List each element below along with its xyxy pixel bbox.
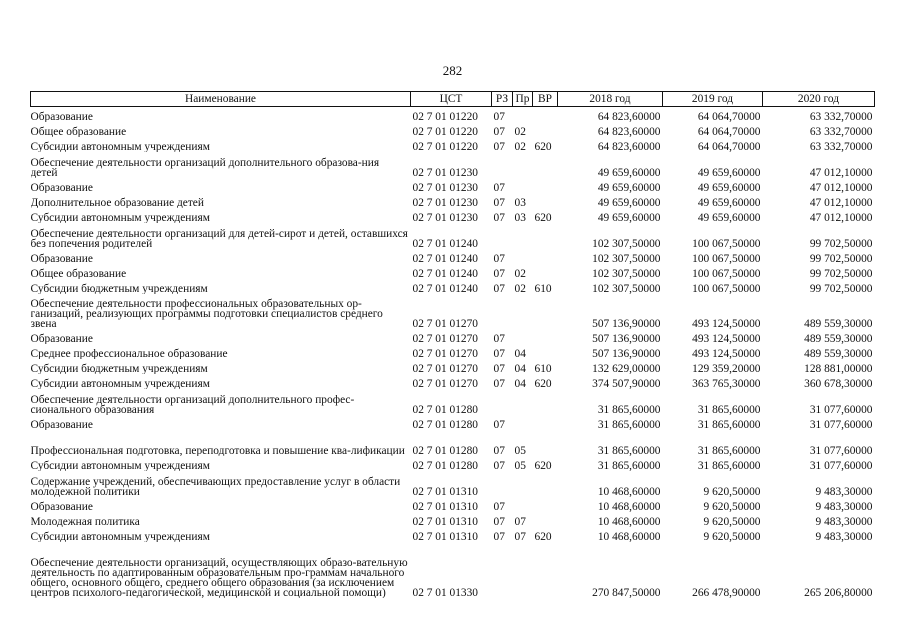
- cell-name: Образование: [30, 182, 93, 193]
- cell-cst: 02 7 01 01280: [412, 460, 478, 471]
- cell-vr: 620: [534, 378, 552, 389]
- table-row: [31, 122, 875, 137]
- cell-name: Обеспечение деятельности организаций дополнительного образова-ния детей: [30, 157, 380, 178]
- table-row: [31, 359, 875, 374]
- cell-cst: 02 7 01 01310: [412, 516, 478, 527]
- cell-2018: 31 865,60000: [597, 445, 661, 456]
- cell-rz: [492, 389, 513, 415]
- header-name: Наименование: [31, 92, 411, 107]
- cell-name: Субсидии бюджетным учреждениям: [30, 283, 208, 294]
- cell-2020: 31 077,60000: [809, 460, 873, 471]
- cell-vr: 620: [534, 212, 552, 223]
- cell-name: Образование: [30, 419, 93, 430]
- cell-pr: [513, 294, 533, 329]
- cell-2018: 31 865,60000: [597, 404, 661, 415]
- cell-vr: [533, 264, 558, 279]
- cell-pr: 02: [514, 126, 526, 137]
- cell-pr: 04: [514, 348, 526, 359]
- cell-name: Дополнительное образование детей: [30, 197, 204, 208]
- cell-rz: 07: [493, 126, 505, 137]
- cell-2019: 64 064,70000: [697, 141, 761, 152]
- cell-2019: 100 067,50000: [692, 238, 761, 249]
- cell-vr: [533, 223, 558, 249]
- cell-cst: 02 7 01 01240: [412, 253, 478, 264]
- cell-2020: 47 012,10000: [809, 182, 873, 193]
- cell-cst: 02 7 01 01240: [412, 268, 478, 279]
- cell-2018: 507 136,90000: [592, 348, 661, 359]
- cell-2019: 49 659,60000: [697, 197, 761, 208]
- cell-pr: [513, 152, 533, 178]
- cell-name: Молодежная политика: [30, 516, 140, 527]
- cell-2020: 31 077,60000: [809, 445, 873, 456]
- table-row: [31, 178, 875, 193]
- cell-2018: 49 659,60000: [597, 182, 661, 193]
- cell-2019: 129 359,20000: [692, 363, 761, 374]
- header-2020: 2020 год: [763, 92, 875, 107]
- cell-vr: 620: [534, 460, 552, 471]
- table-row: [31, 415, 875, 430]
- cell-2019: 9 620,50000: [703, 501, 761, 512]
- cell-rz: 07: [493, 212, 505, 223]
- cell-pr: 03: [514, 212, 526, 223]
- table-row: [31, 389, 875, 415]
- table-row: [31, 374, 875, 389]
- cell-vr: [533, 193, 558, 208]
- cell-pr: 07: [514, 531, 526, 542]
- table-header-row: [31, 92, 875, 107]
- cell-vr: [533, 415, 558, 430]
- cell-vr: 610: [534, 283, 552, 294]
- cell-vr: [533, 512, 558, 527]
- table-row: [31, 294, 875, 329]
- cell-vr: [533, 344, 558, 359]
- cell-name: Субсидии автономным учреждениям: [30, 531, 210, 542]
- cell-2018: 507 136,90000: [592, 318, 661, 329]
- table-row: [31, 279, 875, 294]
- cell-name: Содержание учреждений, обеспечивающих предоставление услуг в области молодежной политики: [30, 476, 401, 497]
- cell-cst: 02 7 01 01240: [412, 283, 478, 294]
- cell-pr: 02: [514, 283, 526, 294]
- cell-2018: 10 468,60000: [597, 531, 661, 542]
- table-row: [31, 497, 875, 512]
- header-2018: 2018 год: [558, 92, 663, 107]
- cell-rz: 07: [493, 268, 505, 279]
- cell-pr: 04: [514, 363, 526, 374]
- table-row: [31, 264, 875, 279]
- cell-2018: 102 307,50000: [592, 283, 661, 294]
- cell-cst: 02 7 01 01280: [412, 419, 478, 430]
- cell-rz: 07: [493, 460, 505, 471]
- cell-pr: 05: [514, 460, 526, 471]
- cell-2019: 9 620,50000: [703, 516, 761, 527]
- table-row: [31, 137, 875, 152]
- cell-rz: 07: [493, 197, 505, 208]
- cell-vr: [533, 107, 558, 123]
- cell-name: Обеспечение деятельности организаций, осуществляющих образо-вательную деятельность по адаптированным образовательным про-граммам начального общего, основного общего, среднего общего образования (за исключением центров психолого-педагогической, медицинской и социальной помощи): [30, 557, 408, 598]
- cell-pr: 07: [514, 516, 526, 527]
- cell-rz: [492, 542, 513, 598]
- table-row: [31, 456, 875, 471]
- cell-name: Общее образование: [30, 268, 127, 279]
- cell-2018: 102 307,50000: [592, 238, 661, 249]
- cell-vr: [533, 329, 558, 344]
- table-row: [31, 193, 875, 208]
- cell-2020: 47 012,10000: [809, 212, 873, 223]
- cell-cst: 02 7 01 01270: [412, 363, 478, 374]
- table-row: [31, 512, 875, 527]
- cell-pr: 02: [514, 141, 526, 152]
- cell-name: Субсидии автономным учреждениям: [30, 141, 210, 152]
- cell-2018: 49 659,60000: [597, 212, 661, 223]
- cell-2018: 31 865,60000: [597, 419, 661, 430]
- cell-pr: [513, 542, 533, 598]
- cell-2020: 99 702,50000: [809, 253, 873, 264]
- cell-cst: 02 7 01 01330: [412, 587, 478, 598]
- cell-2018: 10 468,60000: [597, 516, 661, 527]
- cell-2020: 47 012,10000: [809, 167, 873, 178]
- cell-cst: 02 7 01 01220: [412, 141, 478, 152]
- cell-pr: [513, 223, 533, 249]
- cell-cst: 02 7 01 01220: [412, 126, 478, 137]
- cell-rz: 07: [493, 111, 505, 122]
- cell-2020: 31 077,60000: [809, 404, 873, 415]
- cell-cst: 02 7 01 01230: [412, 182, 478, 193]
- cell-rz: [492, 471, 513, 497]
- cell-2019: 49 659,60000: [697, 182, 761, 193]
- cell-name: Образование: [30, 501, 93, 512]
- cell-rz: [492, 223, 513, 249]
- cell-rz: [492, 294, 513, 329]
- cell-2018: 49 659,60000: [597, 167, 661, 178]
- cell-rz: 07: [493, 378, 505, 389]
- cell-pr: 02: [514, 268, 526, 279]
- table-row: [31, 107, 875, 123]
- cell-rz: 07: [493, 283, 505, 294]
- cell-2020: 489 559,30000: [804, 318, 873, 329]
- cell-vr: [533, 430, 558, 456]
- cell-vr: [533, 249, 558, 264]
- cell-pr: [513, 389, 533, 415]
- cell-cst: 02 7 01 01240: [412, 238, 478, 249]
- cell-vr: [533, 471, 558, 497]
- cell-pr: [513, 178, 533, 193]
- cell-2019: 49 659,60000: [697, 167, 761, 178]
- cell-vr: [533, 497, 558, 512]
- cell-pr: [513, 471, 533, 497]
- page-number: 282: [442, 63, 463, 78]
- cell-2019: 100 067,50000: [692, 283, 761, 294]
- cell-2020: 489 559,30000: [804, 333, 873, 344]
- cell-rz: 07: [493, 182, 505, 193]
- cell-name: Обеспечение деятельности организаций для детей-сирот и детей, оставшихся без попечения родителей: [30, 228, 408, 249]
- cell-cst: 02 7 01 01310: [412, 531, 478, 542]
- cell-2020: 47 012,10000: [809, 197, 873, 208]
- header-pr: Пр: [513, 92, 533, 107]
- cell-name: Обеспечение деятельности организаций дополнительного профес-сионального образования: [30, 394, 355, 415]
- cell-name: Субсидии автономным учреждениям: [30, 460, 210, 471]
- cell-2020: 9 483,30000: [815, 531, 873, 542]
- cell-2020: 360 678,30000: [804, 378, 873, 389]
- cell-2020: 99 702,50000: [809, 268, 873, 279]
- cell-vr: 610: [534, 363, 552, 374]
- table-row: [31, 208, 875, 223]
- cell-cst: 02 7 01 01310: [412, 486, 478, 497]
- cell-pr: [513, 329, 533, 344]
- header-rz: РЗ: [492, 92, 513, 107]
- cell-rz: 07: [493, 141, 505, 152]
- cell-2018: 10 468,60000: [597, 486, 661, 497]
- cell-cst: 02 7 01 01230: [412, 212, 478, 223]
- cell-pr: 05: [514, 445, 526, 456]
- cell-2020: 63 332,70000: [809, 126, 873, 137]
- cell-2020: 9 483,30000: [815, 486, 873, 497]
- cell-2019: 31 865,60000: [697, 419, 761, 430]
- cell-2018: 132 629,00000: [592, 363, 661, 374]
- cell-pr: [513, 107, 533, 123]
- cell-2018: 374 507,90000: [592, 378, 661, 389]
- cell-2019: 9 620,50000: [703, 531, 761, 542]
- cell-rz: 07: [493, 516, 505, 527]
- cell-cst: 02 7 01 01280: [412, 445, 478, 456]
- cell-pr: 04: [514, 378, 526, 389]
- cell-rz: 07: [493, 445, 505, 456]
- cell-pr: [513, 497, 533, 512]
- table-row: [31, 329, 875, 344]
- cell-rz: 07: [493, 348, 505, 359]
- table-row: [31, 249, 875, 264]
- cell-vr: [533, 542, 558, 598]
- cell-name: Образование: [30, 111, 93, 122]
- cell-vr: 620: [534, 141, 552, 152]
- cell-2020: 265 206,80000: [804, 587, 873, 598]
- header-cst: ЦСТ: [411, 92, 492, 107]
- table-row: [31, 430, 875, 456]
- cell-2019: 31 865,60000: [697, 404, 761, 415]
- cell-name: Субсидии автономным учреждениям: [30, 212, 210, 223]
- cell-2018: 270 847,50000: [592, 587, 661, 598]
- header-vr: ВР: [533, 92, 558, 107]
- cell-2018: 64 823,60000: [597, 141, 661, 152]
- cell-pr: [513, 249, 533, 264]
- cell-rz: 07: [493, 363, 505, 374]
- cell-cst: 02 7 01 01270: [412, 348, 478, 359]
- cell-vr: [533, 152, 558, 178]
- table-row: [31, 344, 875, 359]
- cell-2019: 363 765,30000: [692, 378, 761, 389]
- cell-name: Профессиональная подготовка, переподготовка и повышение ква-лификации: [30, 445, 405, 456]
- cell-2019: 9 620,50000: [703, 486, 761, 497]
- cell-2019: 100 067,50000: [692, 253, 761, 264]
- cell-2018: 102 307,50000: [592, 268, 661, 279]
- cell-pr: 03: [514, 197, 526, 208]
- table-row: [31, 542, 875, 598]
- cell-rz: 07: [493, 253, 505, 264]
- cell-2019: 64 064,70000: [697, 126, 761, 137]
- cell-2020: 31 077,60000: [809, 419, 873, 430]
- table-row: [31, 223, 875, 249]
- cell-2018: 102 307,50000: [592, 253, 661, 264]
- cell-2018: 31 865,60000: [597, 460, 661, 471]
- cell-2019: 31 865,60000: [697, 445, 761, 456]
- cell-name: Обеспечение деятельности профессиональных образовательных ор-ганизаций, реализующих программы подготовки специалистов среднего звена: [30, 298, 383, 329]
- cell-2020: 9 483,30000: [815, 501, 873, 512]
- cell-2019: 266 478,90000: [692, 587, 761, 598]
- cell-2020: 99 702,50000: [809, 238, 873, 249]
- cell-2018: 10 468,60000: [597, 501, 661, 512]
- cell-cst: 02 7 01 01270: [412, 318, 478, 329]
- cell-2020: 128 881,00000: [804, 363, 873, 374]
- cell-rz: [492, 152, 513, 178]
- cell-vr: [533, 122, 558, 137]
- cell-cst: 02 7 01 01230: [412, 167, 478, 178]
- cell-2018: 64 823,60000: [597, 111, 661, 122]
- cell-cst: 02 7 01 01280: [412, 404, 478, 415]
- cell-name: Образование: [30, 253, 93, 264]
- cell-rz: 07: [493, 333, 505, 344]
- cell-2019: 493 124,50000: [692, 318, 761, 329]
- cell-2018: 49 659,60000: [597, 197, 661, 208]
- cell-vr: 620: [534, 531, 552, 542]
- cell-cst: 02 7 01 01310: [412, 501, 478, 512]
- cell-2019: 493 124,50000: [692, 333, 761, 344]
- cell-2019: 31 865,60000: [697, 460, 761, 471]
- cell-cst: 02 7 01 01270: [412, 333, 478, 344]
- budget-table: [30, 91, 875, 598]
- cell-2019: 49 659,60000: [697, 212, 761, 223]
- cell-2020: 489 559,30000: [804, 348, 873, 359]
- cell-2020: 99 702,50000: [809, 283, 873, 294]
- header-2019: 2019 год: [663, 92, 763, 107]
- cell-name: Образование: [30, 333, 93, 344]
- cell-rz: 07: [493, 501, 505, 512]
- table-row: [31, 471, 875, 497]
- cell-rz: 07: [493, 419, 505, 430]
- cell-pr: [513, 415, 533, 430]
- cell-name: Среднее профессиональное образование: [30, 348, 228, 359]
- cell-2020: 63 332,70000: [809, 111, 873, 122]
- cell-vr: [533, 294, 558, 329]
- table-row: [31, 527, 875, 542]
- cell-name: Субсидии автономным учреждениям: [30, 378, 210, 389]
- cell-rz: 07: [493, 531, 505, 542]
- cell-name: Общее образование: [30, 126, 127, 137]
- cell-2019: 100 067,50000: [692, 268, 761, 279]
- table-body: [31, 107, 875, 599]
- cell-2019: 493 124,50000: [692, 348, 761, 359]
- cell-2020: 63 332,70000: [809, 141, 873, 152]
- cell-vr: [533, 389, 558, 415]
- cell-cst: 02 7 01 01220: [412, 111, 478, 122]
- cell-cst: 02 7 01 01230: [412, 197, 478, 208]
- cell-2018: 507 136,90000: [592, 333, 661, 344]
- cell-2018: 64 823,60000: [597, 126, 661, 137]
- cell-name: Субсидии бюджетным учреждениям: [30, 363, 208, 374]
- cell-vr: [533, 178, 558, 193]
- cell-2019: 64 064,70000: [697, 111, 761, 122]
- cell-cst: 02 7 01 01270: [412, 378, 478, 389]
- table-row: [31, 152, 875, 178]
- cell-2020: 9 483,30000: [815, 516, 873, 527]
